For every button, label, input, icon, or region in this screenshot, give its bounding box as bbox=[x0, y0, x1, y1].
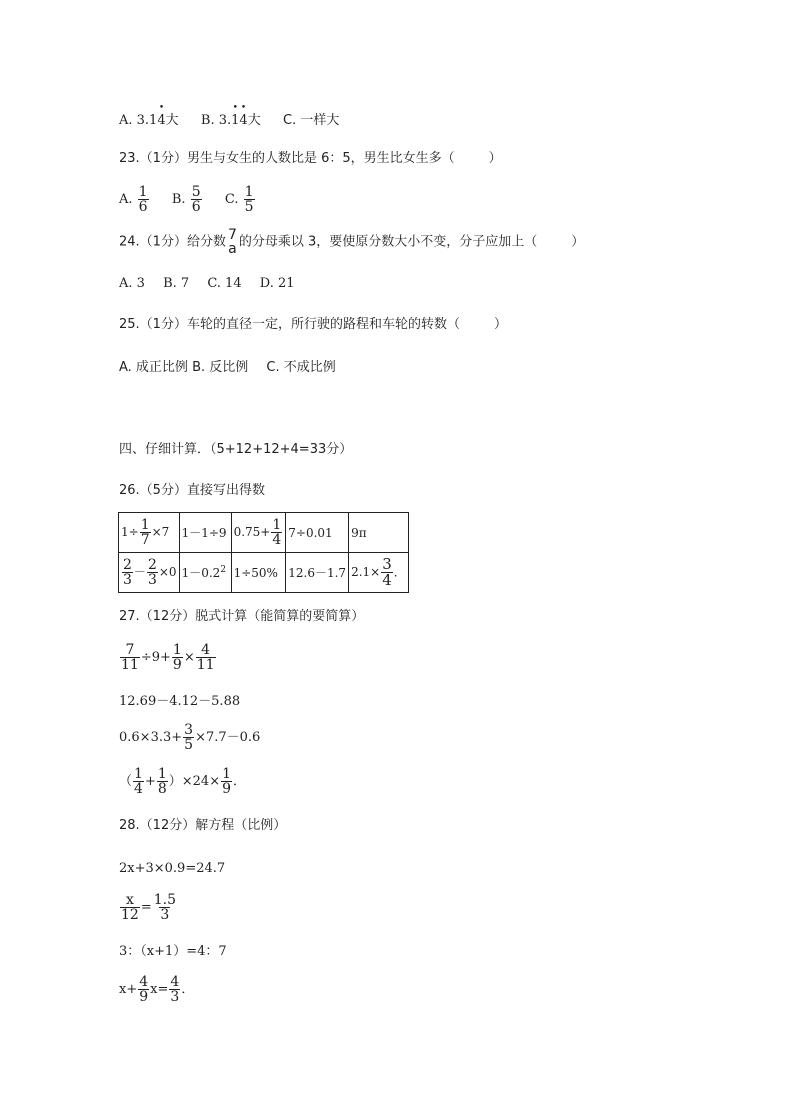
fraction: $\frac{4}{11}$ bbox=[196, 642, 215, 673]
fraction: 7 a bbox=[227, 227, 237, 257]
fraction: $\frac{7}{11}$ bbox=[121, 642, 139, 673]
table-cell: 7÷0.01 bbox=[286, 513, 349, 553]
table-cell: 1÷50% bbox=[231, 553, 286, 593]
q23-stem: 23.（1分）男生与女生的人数比是 6：5，男生比女生多（ ） bbox=[119, 151, 502, 166]
fraction: $\frac{2}{3}$ bbox=[147, 557, 157, 588]
q28-equation-4: x+ $\frac{4}{9}$ x= $\frac{4}{3}$ ． bbox=[119, 974, 195, 1005]
repeating-digit: • 4 bbox=[239, 113, 247, 129]
repeating-digit: • 1 bbox=[231, 113, 239, 129]
table-cell: 9π bbox=[349, 513, 409, 553]
q28-equation-3: 3：（x+1）=4：7 bbox=[119, 944, 227, 959]
table-cell: 12.6－1.7 bbox=[286, 553, 349, 593]
mental-math-table bbox=[118, 512, 409, 593]
fraction: $\frac{4}{9}$ bbox=[139, 974, 149, 1005]
table-cell: 2.1× $\frac{3}{4}$ ． bbox=[349, 553, 409, 593]
fraction: $\frac{1.5}{3}$ bbox=[153, 892, 176, 923]
table-cell: 1÷ $\frac{1}{7}$ ×7 bbox=[119, 513, 180, 553]
table-row bbox=[119, 553, 409, 593]
repeating-digit: • 4 bbox=[157, 113, 165, 129]
q24-options: A. 3 B. 7 C. 14 D. 21 bbox=[119, 276, 295, 291]
fraction: $\frac{1}{7}$ bbox=[140, 517, 150, 548]
q25-options: A. 成正比例 B. 反比例 C. 不成比例 bbox=[119, 360, 336, 375]
table-cell: $1-0.2^2$ bbox=[179, 553, 231, 593]
fraction: $\frac{1}{6}$ bbox=[138, 184, 148, 215]
q24-stem: 24.（1分）给分数 7 a 的分母乘以 3，要使原分数大小不变，分子应加上（ ） bbox=[119, 227, 585, 257]
q27-expression-4: （ $\frac{1}{4}$ + $\frac{1}{8}$ ）×24× $\frac{1}{9}$ ． bbox=[119, 766, 247, 797]
fraction: $\frac{3}{5}$ bbox=[184, 722, 194, 753]
fraction: $\frac{1}{9}$ bbox=[172, 642, 182, 673]
table-cell: 0.75+ $\frac{1}{4}$ bbox=[231, 513, 286, 553]
fraction: $\frac{x}{12}$ bbox=[121, 892, 139, 923]
q28-equation-1: 2x+3×0.9=24.7 bbox=[119, 861, 226, 876]
section-title: 四、仔细计算．（5+12+12+4=33分） bbox=[119, 442, 353, 457]
q26-stem: 26.（5分）直接写出得数 bbox=[119, 483, 265, 498]
q23-options: A. $\frac{1}{6}$ B. $\frac{5}{6}$ C. $\frac{1}{5}$ bbox=[119, 184, 254, 215]
fraction: $\frac{3}{4}$ bbox=[382, 555, 392, 589]
fraction: $\frac{1}{9}$ bbox=[222, 766, 232, 797]
q27-stem: 27.（12分）脱式计算（能简算的要简算） bbox=[119, 609, 365, 624]
q22-options: A. 3.1• 4大 B. 3.• 1• 4大 C. 一样大 bbox=[119, 113, 339, 129]
fraction: $\frac{1}{5}$ bbox=[244, 184, 254, 215]
fraction: $\frac{1}{8}$ bbox=[157, 766, 167, 797]
fraction: $\frac{1}{4}$ bbox=[134, 766, 143, 797]
fraction: $\frac{5}{6}$ bbox=[191, 184, 201, 215]
q28-equation-2: $\frac{x}{12}$ = $\frac{1.5}{3}$ bbox=[121, 892, 176, 923]
table-cell: $\frac{2}{3}$ － $\frac{2}{3}$ ×0 bbox=[119, 553, 180, 593]
q27-expression-1: $\frac{7}{11}$ ÷9+ $\frac{1}{9}$ × $\frac{4}{11}$ bbox=[121, 642, 215, 673]
q28-stem: 28.（12分）解方程（比例） bbox=[119, 818, 287, 833]
table-cell: 1－1÷9 bbox=[179, 513, 231, 553]
fraction: $\frac{1}{4}$ bbox=[272, 517, 282, 548]
fraction: $\frac{2}{3}$ bbox=[123, 557, 132, 588]
fraction: $\frac{4}{3}$ bbox=[170, 974, 180, 1005]
table-row bbox=[119, 513, 409, 553]
q27-expression-3: 0.6×3.3+ $\frac{3}{5}$ ×7.7－0.6 bbox=[119, 722, 261, 753]
q27-expression-2: 12.69－4.12－5.88 bbox=[119, 694, 241, 709]
q25-stem: 25.（1分）车轮的直径一定，所行驶的路程和车轮的转数（ ） bbox=[119, 317, 507, 332]
